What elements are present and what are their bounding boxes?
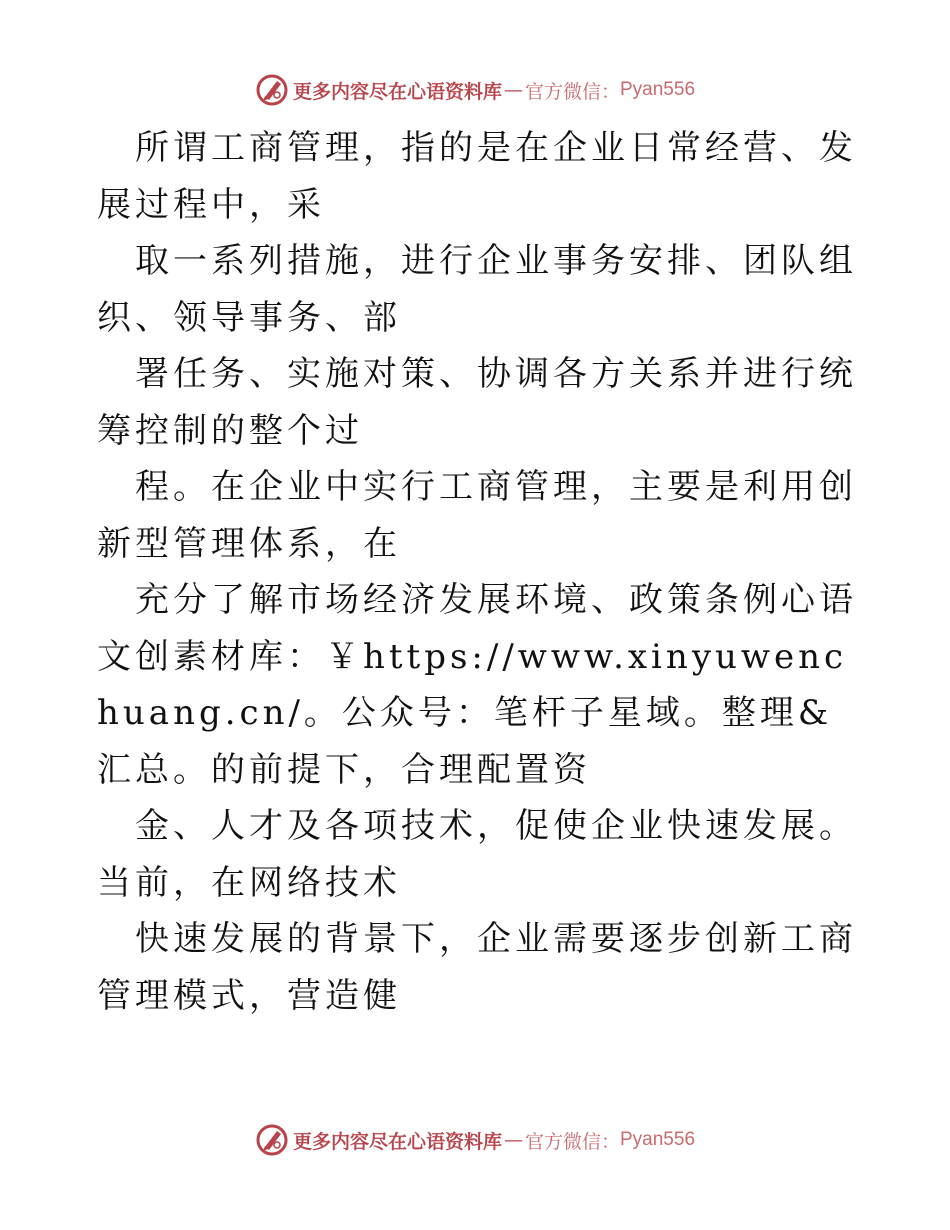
banner-wechat-id: Pyan556	[620, 1129, 696, 1150]
paragraph: 程。在企业中实行工商管理，主要是利用创新型管理体系，在	[97, 467, 857, 564]
paragraph: 所谓工商管理，指的是在企业日常经营、发展过程中，采	[97, 128, 857, 225]
banner-wechat-id: Pyan556	[620, 79, 696, 100]
paragraph: 金、人才及各项技术，促使企业快速发展。当前，在网络技术	[97, 806, 857, 903]
paragraph: 充分了解市场经济发展环境、政策条例心语文创素材库：￥https://www.xinyuwenchuang.cn/。公众号：笔杆子星域。整理&汇总。的前提下，合理配置资	[97, 580, 857, 790]
footer-banner	[0, 1120, 950, 1160]
banner-title: 更多内容尽在心语资料库	[292, 80, 502, 103]
brand-logo-icon	[255, 1123, 289, 1157]
banner-wechat-label: 官方微信：	[524, 80, 620, 103]
brand-logo-icon	[255, 73, 289, 107]
header-banner	[0, 70, 950, 110]
paragraph: 署任务、实施对策、协调各方关系并进行统筹控制的整个过	[97, 354, 857, 451]
document-body	[97, 120, 857, 1024]
banner-wechat-label: 官方微信：	[524, 1130, 620, 1153]
paragraph: 快速发展的背景下，企业需要逐步创新工商管理模式，营造健	[97, 919, 857, 1016]
banner-separator: —	[503, 1129, 523, 1151]
banner-separator: —	[503, 79, 523, 101]
banner-title: 更多内容尽在心语资料库	[292, 1130, 502, 1153]
paragraph: 取一系列措施，进行企业事务安排、团队组织、领导事务、部	[97, 241, 857, 338]
